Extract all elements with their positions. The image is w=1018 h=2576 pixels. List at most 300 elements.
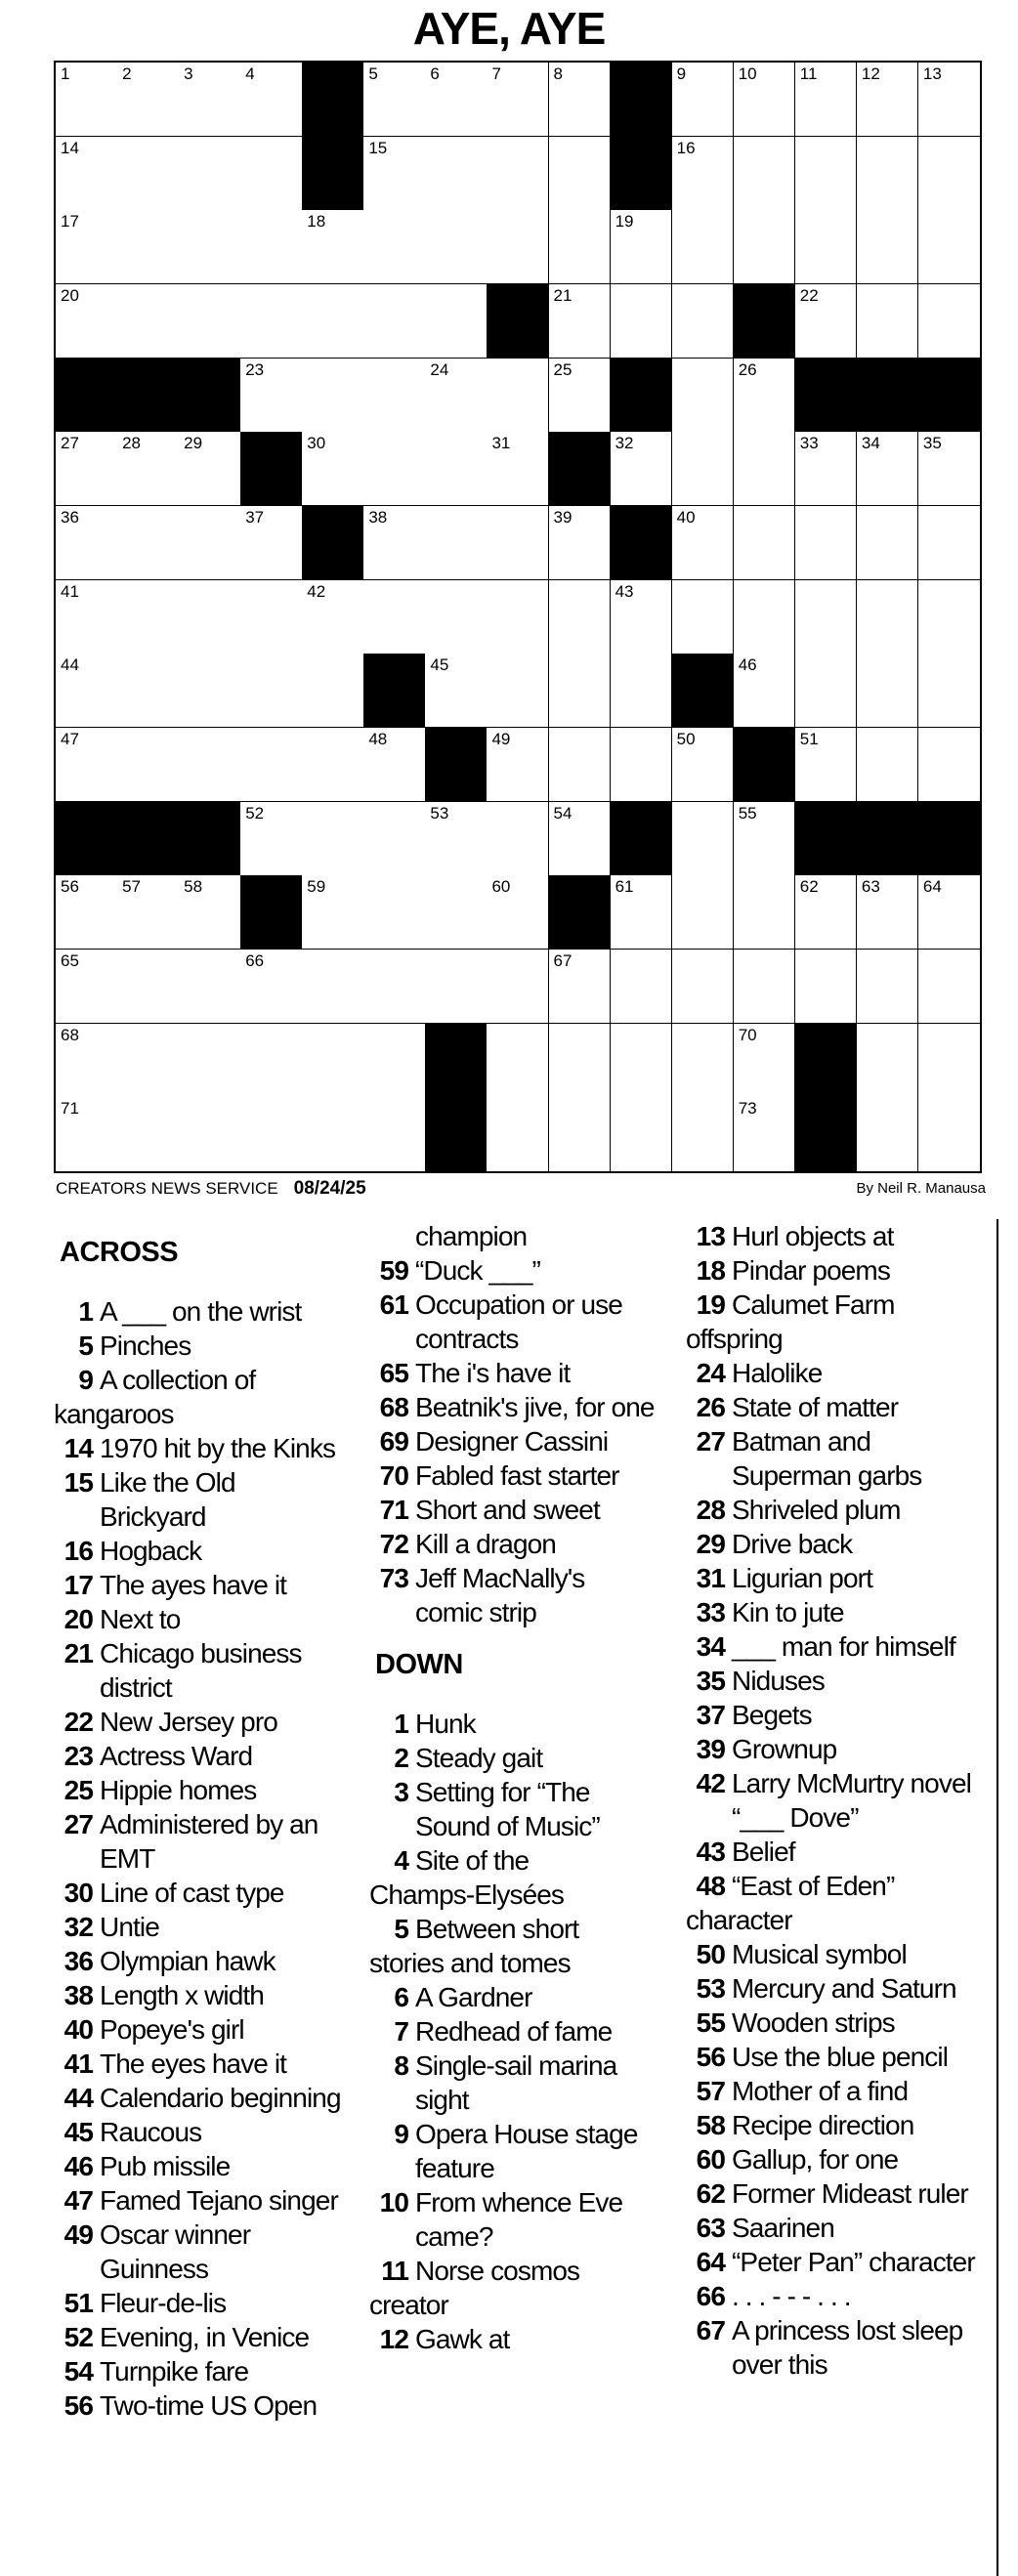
grid-cell[interactable]	[179, 1097, 241, 1171]
grid-cell[interactable]	[363, 802, 426, 876]
clue	[54, 1773, 366, 1807]
grid-cell[interactable]	[363, 1097, 426, 1171]
clue-text: contracts	[415, 1324, 519, 1354]
grid-cell[interactable]	[117, 654, 180, 728]
grid-cell[interactable]	[734, 1097, 796, 1171]
grid-cell[interactable]	[734, 654, 796, 728]
grid-cell[interactable]	[549, 1097, 612, 1171]
grid-cell[interactable]	[487, 580, 549, 655]
grid-cell[interactable]	[672, 802, 735, 876]
grid-cell[interactable]	[611, 728, 673, 802]
grid-block	[117, 802, 180, 876]
grid-cell[interactable]	[611, 875, 673, 950]
clue-number: 11	[381, 2256, 408, 2286]
grid-cell[interactable]	[425, 63, 488, 137]
grid-cell[interactable]	[56, 506, 118, 580]
grid-cell[interactable]	[549, 284, 612, 359]
grid-cell[interactable]	[425, 875, 488, 950]
grid-cell[interactable]	[857, 654, 919, 728]
grid-cell[interactable]	[734, 875, 796, 950]
grid-cell[interactable]	[302, 359, 364, 433]
grid-cell[interactable]	[734, 950, 796, 1024]
grid-cell[interactable]	[795, 63, 858, 137]
grid-cell[interactable]	[302, 802, 364, 876]
grid-cell[interactable]	[795, 580, 858, 655]
clue-number: 7	[394, 2016, 408, 2047]
clue-continuation	[369, 1219, 682, 1253]
clue-number: 56	[696, 2042, 725, 2072]
clue-text: The ayes have it	[100, 1570, 287, 1600]
grid-cell[interactable]	[487, 210, 549, 284]
clue-number: 3	[394, 1777, 408, 1807]
grid-cell[interactable]	[918, 1097, 980, 1171]
grid-cell[interactable]	[672, 506, 735, 580]
grid-cell[interactable]	[549, 728, 612, 802]
clue-number: 15	[64, 1467, 93, 1498]
grid-cell[interactable]	[672, 950, 735, 1024]
clue-number: 18	[696, 1255, 725, 1286]
clue-number: 69	[379, 1426, 408, 1457]
clue-number: 61	[379, 1289, 408, 1320]
grid-cell[interactable]	[487, 359, 549, 433]
grid-cell[interactable]	[795, 432, 858, 506]
clue-text: Untie	[100, 1912, 159, 1942]
clue-text: Site of the	[415, 1845, 530, 1876]
clue-number: 19	[696, 1289, 725, 1320]
grid-cell[interactable]	[179, 63, 241, 137]
clue-text: “East of Eden”	[732, 1871, 895, 1901]
clue-number: 51	[64, 2288, 93, 2318]
grid-block	[611, 137, 673, 211]
clue-number: 30	[64, 1878, 93, 1908]
cell-number: 59	[307, 877, 326, 897]
grid-cell[interactable]	[117, 284, 180, 359]
grid-cell[interactable]	[425, 950, 488, 1024]
grid-cell[interactable]	[240, 1097, 303, 1171]
grid-cell[interactable]	[734, 63, 796, 137]
cell-number: 12	[861, 64, 880, 83]
clue	[686, 2040, 997, 2074]
cell-number: 15	[368, 138, 388, 157]
grid-cell[interactable]	[857, 284, 919, 359]
grid-cell[interactable]	[179, 210, 241, 284]
clue-text: Redhead of fame	[415, 2016, 613, 2047]
grid-cell[interactable]	[487, 654, 549, 728]
grid-cell[interactable]	[672, 137, 735, 211]
cell-number: 36	[61, 508, 79, 527]
grid-cell[interactable]	[795, 654, 858, 728]
grid-block	[117, 359, 180, 433]
grid-cell[interactable]	[302, 432, 364, 506]
clue-text: Fleur-de-lis	[100, 2288, 227, 2318]
grid-cell[interactable]	[857, 63, 919, 137]
grid-cell[interactable]	[857, 432, 919, 506]
grid-cell[interactable]	[56, 63, 118, 137]
grid-cell[interactable]	[918, 506, 980, 580]
grid-cell[interactable]	[302, 1097, 364, 1171]
grid-cell[interactable]	[487, 802, 549, 876]
grid-cell[interactable]	[56, 654, 118, 728]
grid-cell[interactable]	[487, 950, 549, 1024]
grid-cell[interactable]	[363, 359, 426, 433]
grid-cell[interactable]	[117, 432, 180, 506]
clue-number: 12	[379, 2324, 408, 2354]
clue-text: Ligurian port	[732, 1563, 872, 1593]
grid-cell[interactable]	[179, 580, 241, 655]
grid-cell[interactable]	[179, 432, 241, 506]
grid-cell[interactable]	[240, 950, 303, 1024]
clue-number: 22	[64, 1707, 93, 1737]
grid-cell[interactable]	[795, 210, 858, 284]
grid-cell[interactable]	[611, 210, 673, 284]
grid-cell[interactable]	[918, 580, 980, 655]
cell-number: 13	[922, 64, 942, 83]
clue	[54, 2320, 366, 2354]
grid-cell[interactable]	[363, 210, 426, 284]
clue-number: 13	[696, 1221, 725, 1251]
clue	[369, 1775, 682, 1809]
grid-cell[interactable]	[179, 1024, 241, 1098]
clue-text: Gallup, for one	[732, 2144, 899, 2175]
grid-cell[interactable]	[179, 728, 241, 802]
grid-cell[interactable]	[56, 1024, 118, 1098]
grid-cell[interactable]	[117, 1097, 180, 1171]
clue-text: Designer Cassini	[415, 1426, 609, 1457]
grid-cell[interactable]	[672, 728, 735, 802]
grid-cell[interactable]	[549, 63, 612, 137]
grid-cell[interactable]	[117, 728, 180, 802]
grid-block	[302, 63, 364, 137]
grid-cell[interactable]	[795, 506, 858, 580]
grid-cell[interactable]	[56, 950, 118, 1024]
grid-block	[363, 654, 426, 728]
grid-cell[interactable]	[56, 137, 118, 211]
clue-text: Mother of a find	[732, 2076, 909, 2106]
grid-cell[interactable]	[734, 1024, 796, 1098]
clue-number: 27	[64, 1809, 93, 1839]
cell-number: 9	[676, 64, 687, 83]
grid-cell[interactable]	[363, 284, 426, 359]
clue-number: 41	[64, 2048, 93, 2079]
clue	[54, 2047, 366, 2081]
cell-number: 65	[61, 951, 79, 970]
grid-cell[interactable]	[240, 210, 303, 284]
grid-cell[interactable]	[734, 506, 796, 580]
grid-cell[interactable]	[425, 137, 488, 211]
clue	[686, 1971, 997, 2006]
grid-cell[interactable]	[179, 950, 241, 1024]
grid-cell[interactable]	[363, 432, 426, 506]
clue-number: 9	[394, 2119, 408, 2149]
grid-cell[interactable]	[549, 359, 612, 433]
grid-cell[interactable]	[240, 63, 303, 137]
grid-cell[interactable]	[734, 580, 796, 655]
grid-cell[interactable]	[918, 63, 980, 137]
grid-cell[interactable]	[611, 432, 673, 506]
source-label: CREATORS NEWS SERVICE	[56, 1179, 278, 1198]
clue-number: 29	[696, 1529, 725, 1559]
grid-cell[interactable]	[734, 802, 796, 876]
clue-text: Length x width	[100, 1980, 264, 2010]
grid-cell[interactable]	[795, 728, 858, 802]
grid-cell[interactable]	[425, 210, 488, 284]
grid-cell[interactable]	[56, 875, 118, 950]
grid-cell[interactable]	[734, 432, 796, 506]
grid-cell[interactable]	[487, 875, 549, 950]
grid-cell[interactable]	[549, 1024, 612, 1098]
grid-cell[interactable]	[487, 728, 549, 802]
grid-cell[interactable]	[363, 63, 426, 137]
grid-cell[interactable]	[56, 728, 118, 802]
grid-cell[interactable]	[56, 580, 118, 655]
grid-cell[interactable]	[672, 284, 735, 359]
clue-number: 16	[64, 1536, 93, 1566]
grid-block	[918, 359, 980, 433]
grid-cell[interactable]	[611, 950, 673, 1024]
grid-cell[interactable]	[302, 728, 364, 802]
clue	[686, 2176, 997, 2211]
clue	[54, 1329, 366, 1363]
clue	[369, 1527, 682, 1561]
grid-cell[interactable]	[487, 506, 549, 580]
clue-text: Norse cosmos	[415, 2256, 580, 2286]
clue	[54, 1807, 366, 1841]
clue	[369, 1356, 682, 1390]
grid-cell[interactable]	[179, 137, 241, 211]
grid-cell[interactable]	[857, 1097, 919, 1171]
grid-cell[interactable]	[302, 284, 364, 359]
grid-cell[interactable]	[117, 63, 180, 137]
cell-number: 68	[61, 1025, 79, 1044]
cell-number: 17	[61, 212, 79, 232]
grid-cell[interactable]	[918, 950, 980, 1024]
grid-cell[interactable]	[672, 210, 735, 284]
clue	[686, 1253, 997, 1288]
grid-cell[interactable]	[363, 728, 426, 802]
grid-cell[interactable]	[363, 506, 426, 580]
grid-cell[interactable]	[117, 875, 180, 950]
clue-number: 1	[394, 1709, 408, 1739]
grid-block	[240, 432, 303, 506]
grid-cell[interactable]	[425, 284, 488, 359]
clue	[686, 1288, 997, 1322]
grid-cell[interactable]	[549, 950, 612, 1024]
grid-cell[interactable]	[56, 1097, 118, 1171]
cell-number: 34	[861, 434, 880, 453]
grid-block	[611, 63, 673, 137]
grid-cell[interactable]	[795, 284, 858, 359]
grid-cell[interactable]	[240, 359, 303, 433]
grid-cell[interactable]	[672, 1024, 735, 1098]
grid-cell[interactable]	[857, 210, 919, 284]
grid-cell[interactable]	[918, 137, 980, 211]
grid-cell[interactable]	[240, 802, 303, 876]
clue-text: Pub missile	[100, 2151, 231, 2181]
grid-cell[interactable]	[672, 359, 735, 433]
cell-number: 56	[61, 877, 79, 897]
grid-cell[interactable]	[179, 506, 241, 580]
grid-cell[interactable]	[549, 210, 612, 284]
grid-cell[interactable]	[117, 950, 180, 1024]
grid-cell[interactable]	[734, 359, 796, 433]
grid-cell[interactable]	[487, 137, 549, 211]
grid-cell[interactable]	[240, 728, 303, 802]
grid-cell[interactable]	[425, 432, 488, 506]
clue-number: 40	[64, 2014, 93, 2045]
grid-cell[interactable]	[363, 1024, 426, 1098]
grid-cell[interactable]	[240, 654, 303, 728]
grid-cell[interactable]	[363, 580, 426, 655]
clue	[686, 2006, 997, 2040]
grid-cell[interactable]	[487, 63, 549, 137]
grid-cell[interactable]	[672, 875, 735, 950]
clue-number: 71	[379, 1495, 408, 1525]
grid-cell[interactable]	[363, 137, 426, 211]
clue-text: From whence Eve	[415, 2187, 623, 2217]
grid-cell[interactable]	[363, 950, 426, 1024]
grid-cell[interactable]	[363, 875, 426, 950]
clue-text: Famed Tejano singer	[100, 2185, 338, 2216]
grid-cell[interactable]	[302, 654, 364, 728]
grid-cell[interactable]	[549, 654, 612, 728]
grid-cell[interactable]	[425, 580, 488, 655]
grid-cell[interactable]	[487, 1024, 549, 1098]
grid-cell[interactable]	[672, 1097, 735, 1171]
cell-number: 73	[738, 1099, 757, 1119]
grid-cell[interactable]	[549, 580, 612, 655]
clue-text: Saarinen	[732, 2213, 834, 2243]
clue-continuation	[686, 2347, 997, 2382]
grid-cell[interactable]	[240, 137, 303, 211]
cell-number: 37	[245, 508, 265, 527]
clue	[54, 1465, 366, 1499]
clue-column-1	[54, 1219, 366, 2423]
footer-source	[56, 1178, 366, 1200]
cell-number: 27	[61, 434, 79, 453]
grid-cell[interactable]	[302, 580, 364, 655]
clue-text: Calumet Farm	[732, 1289, 895, 1320]
cell-number: 45	[430, 655, 449, 675]
grid-cell[interactable]	[611, 1024, 673, 1098]
grid-cell[interactable]	[857, 728, 919, 802]
grid-cell[interactable]	[795, 137, 858, 211]
grid-cell[interactable]	[918, 875, 980, 950]
clue-text: Popeye's girl	[100, 2014, 244, 2045]
grid-cell[interactable]	[56, 432, 118, 506]
grid-cell[interactable]	[425, 359, 488, 433]
grid-cell[interactable]	[611, 284, 673, 359]
grid-cell[interactable]	[857, 950, 919, 1024]
grid-cell[interactable]	[672, 580, 735, 655]
grid-cell[interactable]	[179, 875, 241, 950]
grid-cell[interactable]	[611, 1097, 673, 1171]
clue-text: over this	[732, 2349, 827, 2380]
grid-block	[795, 1097, 858, 1171]
grid-cell[interactable]	[302, 875, 364, 950]
grid-cell[interactable]	[795, 875, 858, 950]
clue-number: 39	[696, 1734, 725, 1764]
grid-cell[interactable]	[117, 1024, 180, 1098]
grid-cell[interactable]	[117, 210, 180, 284]
grid-cell[interactable]	[857, 580, 919, 655]
grid-cell[interactable]	[425, 802, 488, 876]
grid-cell[interactable]	[117, 506, 180, 580]
grid-cell[interactable]	[918, 1024, 980, 1098]
grid-cell[interactable]	[857, 875, 919, 950]
grid-cell[interactable]	[240, 1024, 303, 1098]
grid-cell[interactable]	[302, 210, 364, 284]
grid-cell[interactable]	[611, 654, 673, 728]
cell-number: 46	[738, 655, 757, 675]
grid-cell[interactable]	[56, 210, 118, 284]
clue-continuation	[369, 2219, 682, 2254]
grid-cell[interactable]	[179, 284, 241, 359]
clue-number: 35	[696, 1666, 725, 1696]
clue-continuation	[54, 2252, 366, 2286]
grid-cell[interactable]	[549, 802, 612, 876]
grid-cell[interactable]	[795, 950, 858, 1024]
clue-text: Halolike	[732, 1358, 823, 1388]
grid-cell[interactable]	[857, 137, 919, 211]
grid-cell[interactable]	[611, 580, 673, 655]
grid-cell[interactable]	[857, 1024, 919, 1098]
grid-cell[interactable]	[918, 432, 980, 506]
clue-text: Single-sail marina	[415, 2050, 617, 2081]
grid-cell[interactable]	[117, 137, 180, 211]
clue-text: Use the blue pencil	[732, 2042, 949, 2072]
grid-cell[interactable]	[918, 728, 980, 802]
grid-cell[interactable]	[734, 137, 796, 211]
clue-number: 55	[696, 2007, 725, 2038]
across-heading: ACROSS	[60, 1237, 179, 1268]
grid-cell[interactable]	[672, 63, 735, 137]
grid-cell[interactable]	[672, 432, 735, 506]
clue-number: 23	[64, 1741, 93, 1771]
clue-text: Sound of Music”	[415, 1811, 600, 1841]
grid-cell[interactable]	[425, 506, 488, 580]
grid-cell[interactable]	[240, 580, 303, 655]
grid-cell[interactable]	[734, 210, 796, 284]
grid-cell[interactable]	[425, 654, 488, 728]
grid-cell[interactable]	[918, 210, 980, 284]
grid-cell[interactable]	[302, 1024, 364, 1098]
clue	[54, 2286, 366, 2320]
grid-cell[interactable]	[487, 432, 549, 506]
grid-cell[interactable]	[549, 137, 612, 211]
grid-cell[interactable]	[918, 654, 980, 728]
grid-cell[interactable]	[857, 506, 919, 580]
grid-cell[interactable]	[549, 506, 612, 580]
grid-cell[interactable]	[302, 950, 364, 1024]
grid-cell[interactable]	[56, 284, 118, 359]
grid-cell[interactable]	[918, 284, 980, 359]
grid-cell[interactable]	[117, 580, 180, 655]
grid-block	[56, 359, 118, 433]
clue-text: Mercury and Saturn	[732, 1973, 956, 2004]
grid-cell[interactable]	[487, 1097, 549, 1171]
clue-text: ___ man for himself	[732, 1631, 955, 1662]
grid-block	[179, 802, 241, 876]
grid-cell[interactable]	[179, 654, 241, 728]
clue-number: 66	[696, 2281, 725, 2311]
clue-number: 72	[379, 1529, 408, 1559]
cell-number: 23	[245, 359, 265, 379]
clue	[54, 2149, 366, 2183]
clue-text: Superman garbs	[732, 1460, 922, 1491]
grid-cell[interactable]	[240, 506, 303, 580]
clue	[686, 2245, 997, 2279]
grid-cell[interactable]	[240, 284, 303, 359]
